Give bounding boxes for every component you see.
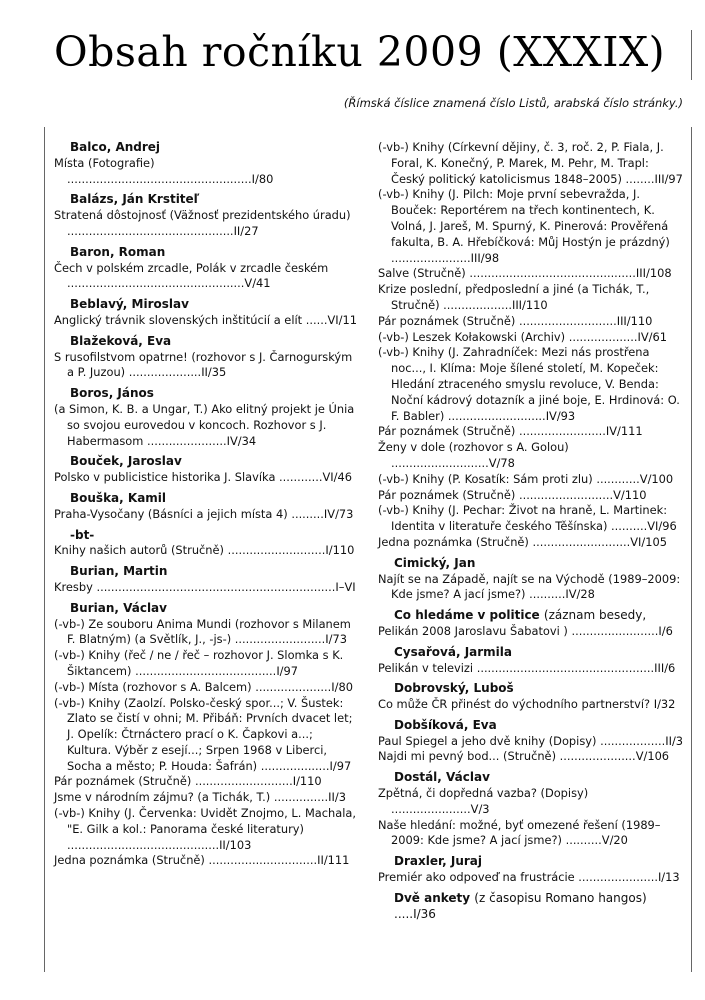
entry: Ženy v dole (rozhovor s A. Golou) ...........................V/78 — [378, 440, 569, 470]
author-name: Cimický, Jan — [394, 555, 476, 570]
entry: Jedna poznámka (Stručně) ..............................II/111 — [54, 853, 350, 868]
author-name: Burian, Martin — [70, 564, 168, 579]
entry: Pár poznámek (Stručně) ...........................III/110 — [378, 313, 653, 328]
author-name: Balázs, Ján Krstiteľ — [70, 192, 200, 207]
top-divider — [691, 30, 692, 80]
entry: Jedna poznámka (Stručně) ...........................VI/105 — [378, 534, 667, 549]
entry: (-vb-) Knihy (Církevní dějiny, č. 3, roč. 2, P. Fiala, J. Foral, K. Konečný, P. Marek, M. Pehr, M. Trapl: Český politický katolicismus 1848–2005) ........III/97 — [378, 140, 683, 186]
entry: (-vb-) Knihy (J. Pilch: Moje první sebevražda, J. Bouček: Reportérem na třech kontinentech, K. Volná, J. Jareš, M. Spurný, K. Pinerová: Prověřená fakulta, B. A. Hřebíčková: Můj Hostýn je prázdný) ......................III/98 — [378, 187, 670, 265]
entry: Pár poznámek (Stručně) ..........................V/110 — [378, 487, 647, 502]
right-divider — [691, 127, 692, 972]
entry: (-vb-) Knihy (J. Červenka: Uvidět Znojmo, L. Machala, "E. Gilk a kol.: Panorama české literatury) ..........................................II/103 — [54, 806, 356, 852]
entry: Jsme v národním zájmu? (a Tichák, T.) ...............II/3 — [54, 790, 346, 805]
author-name: Bouček, Jaroslav — [70, 454, 182, 469]
author-name: Co hledáme v politice (záznam besedy, — [394, 608, 647, 623]
page-title: Obsah ročníku 2009 (XXXIX) — [54, 28, 666, 76]
entry: (-vb-) Leszek Kołakowski (Archiv) ...................IV/61 — [378, 329, 667, 344]
page-subtitle: (Římská číslice znamená číslo Listů, arabská číslo stránky.) — [343, 96, 683, 110]
left-divider — [44, 127, 45, 972]
entry: Naše hledání: možné, byť omezené řešení (1989–2009: Kde jsme? A jací jsme?) ..........V/20 — [378, 817, 661, 848]
entry: Polsko v publicistice historika J. Slavíka ............VI/46 — [54, 470, 352, 485]
entry: Salve (Stručně) ..............................................III/108 — [378, 266, 672, 281]
entry: Pár poznámek (Stručně) ........................IV/111 — [378, 424, 643, 439]
entry: (-vb-) Knihy (Zaolzí. Polsko-český spor...; V. Šustek: Zlato se čistí v ohni; M. Přibáň: Prvních dvacet let; J. Opelík: Čtrnáctero prací o K. Čapkovi a...; Kultura. Výběr z esejí...; Srpen 1968 v Liberci, Socha a město; P. Houda: Šafrán) ...................I/97 — [54, 695, 353, 773]
entry: Anglický trávnik slovenských inštitúcií a elít ......VI/11 — [54, 312, 357, 327]
entry: (-vb-) Knihy (P. Kosatík: Sám proti zlu) ............V/100 — [378, 471, 674, 486]
entry: (-vb-) Knihy (J. Zahradníček: Mezi nás prostřena noc..., I. Klíma: Moje šílené století, M. Kopeček: Hledání ztraceného smyslu revoluce, V. Benda: Noční kádrový dotazník a jiné boje, E. Hrdinová: O. F. Babler) ...........................IV/93 — [378, 345, 680, 423]
entry: Premiér ako odpoveď na frustrácie ......................I/13 — [378, 870, 680, 885]
author-name: Boros, János — [70, 386, 154, 401]
entry: Čech v polském zrcadle, Polák v zrcadle českém .................................................V/41 — [54, 260, 329, 291]
entry: Stratená dôstojnosť (Väžnosť prezidentského úradu) ..............................................II/27 — [54, 208, 351, 238]
entry: Knihy našich autorů (Stručně) ...........................I/110 — [54, 543, 355, 558]
entry: Pelikán 2008 Jaroslavu Šabatovi ) ........................I/6 — [378, 623, 673, 638]
author-name: Baron, Roman — [70, 244, 166, 259]
entry: (a Simon, K. B. a Ungar, T.) Ako elitný projekt je Únia so svojou eurovedou v koncoch. Rozhovor s J. Habermasom ......................IV/34 — [54, 401, 355, 448]
entry: Praha-Vysočany (Básníci a jejich místa 4) .........IV/73 — [54, 506, 354, 521]
author-name: -bt- — [70, 527, 95, 542]
entry: Co může ČR přinést do východního partnerství? I/32 — [378, 697, 676, 712]
entry: Pelikán v televizi .................................................III/6 — [378, 660, 676, 675]
entry: S rusofilstvom opatrne! (rozhovor s J. Čarnogurským a P. Juzou) ....................II/35 — [54, 349, 353, 380]
entry: (-vb-) Ze souboru Anima Mundi (rozhovor s Milanem F. Blatným) (a Světlík, J., -js-) .........................I/73 — [54, 616, 351, 647]
author-name: Blažeková, Eva — [70, 333, 172, 348]
entry: Najít se na Západě, najít se na Východě (1989–2009: Kde jsme? A jací jsme?) ..........IV/28 — [378, 571, 681, 602]
author-name: Burian, Václav — [70, 600, 167, 615]
entry: Zpětná, či dopředná vazba? (Dopisy) ......................V/3 — [378, 786, 589, 816]
author-name: Dvě ankety (z časopisu Romano hangos) .....I/36 — [394, 890, 647, 921]
entry: Paul Spiegel a jeho dvě knihy (Dopisy) ..................II/3 — [378, 733, 684, 748]
entry: Krize poslední, předposlední a jiné (a Tichák, T., Stručně) ...................III/110 — [378, 282, 650, 312]
author-name: Dostál, Václav — [394, 770, 490, 785]
entry: (-vb-) Knihy (řeč / ne / řeč – rozhovor J. Slomka s K. Šiktancem) .......................................I/97 — [54, 648, 344, 678]
author-name: Dobšíková, Eva — [394, 717, 497, 732]
author-name: Dobrovský, Luboš — [394, 681, 514, 696]
right-column — [378, 140, 684, 922]
author-name: Beblavý, Miroslav — [70, 297, 189, 312]
entry: Kresby ..................................................................I–VI — [54, 579, 356, 594]
entry: (-vb-) Knihy (J. Pechar: Život na hraně, L. Martinek: Identita v literatuře českého Těšínska) ..........VI/96 — [378, 503, 677, 534]
left-column — [54, 140, 360, 869]
entry: Najdi mi pevný bod... (Stručně) .....................V/106 — [378, 749, 670, 764]
entry: Pár poznámek (Stručně) ...........................I/110 — [54, 774, 322, 789]
author-name: Balco, Andrej — [70, 140, 161, 154]
entry: Místa (Fotografie) ...................................................I/80 — [54, 155, 274, 186]
author-name: Cysařová, Jarmila — [394, 644, 512, 659]
author-name: Bouška, Kamil — [70, 490, 167, 505]
entry: (-vb-) Místa (rozhovor s A. Balcem) .....................I/80 — [54, 679, 353, 694]
author-name: Draxler, Juraj — [394, 854, 482, 869]
